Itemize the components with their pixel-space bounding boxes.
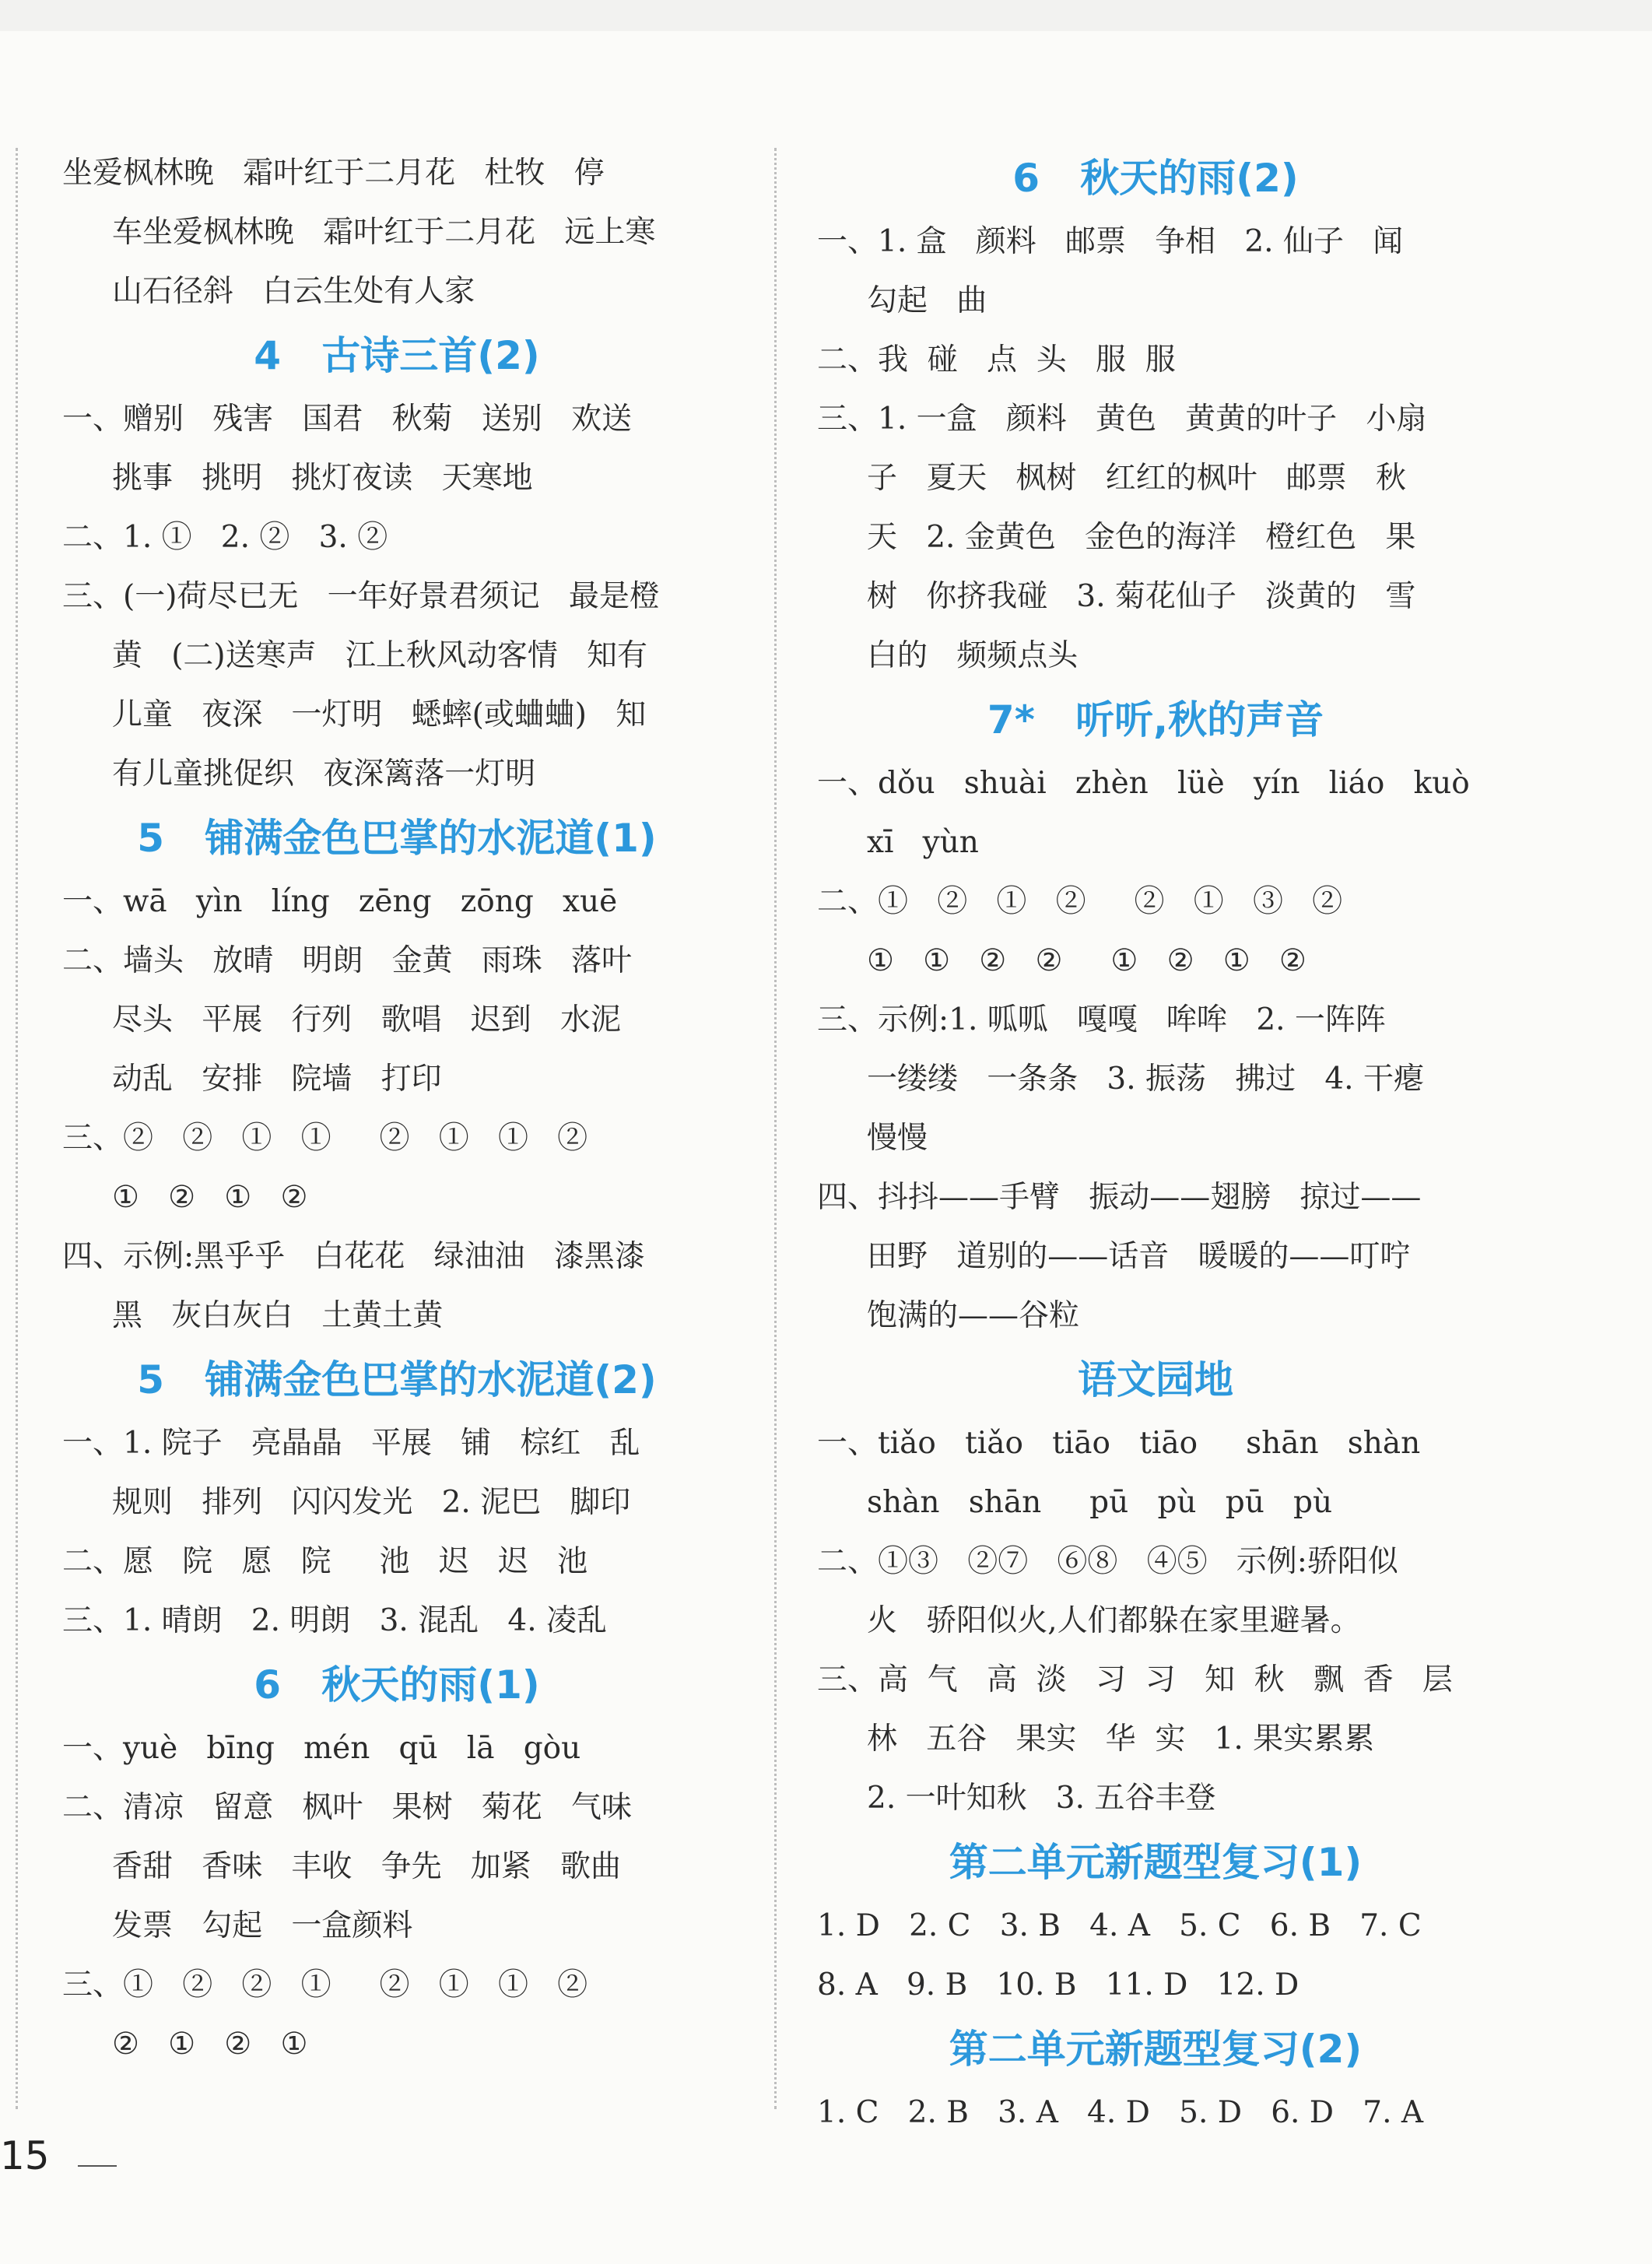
answer-line: 一缕缕 一条条 3. 振荡 拂过 4. 干瘪	[867, 1062, 1424, 1097]
answer-line: 1. C 2. B 3. A 4. D 5. D 6. D 7. A	[817, 2095, 1424, 2130]
section-heading: 5 铺满金色巴掌的水泥道(1)	[137, 816, 657, 861]
answer-line: 有儿童挑促织 夜深篱落一灯明	[112, 756, 536, 792]
answer-line: ② ① ② ①	[112, 2027, 308, 2062]
answer-line: 香甜 香味 丰收 争先 加紧 歌曲	[112, 1849, 621, 1884]
answer-line: 尽头 平展 行列 歌唱 迟到 水泥	[112, 1002, 621, 1037]
section-heading: 语文园地	[1078, 1357, 1233, 1402]
answer-line: 三、1. 晴朗 2. 明朗 3. 混乱 4. 凌乱	[62, 1603, 608, 1638]
answer-line: 一、1. 院子 亮晶晶 平展 铺 棕红 乱	[62, 1426, 640, 1461]
answer-line: 三、(一)荷尽已无 一年好景君须记 最是橙	[62, 579, 660, 614]
answer-line: 一、1. 盒 颜料 邮票 争相 2. 仙子 闻	[817, 224, 1404, 259]
answer-line: 勾起 曲	[867, 283, 987, 318]
answer-line: 三、1. 一盒 颜料 黄色 黄黄的叶子 小扇	[817, 402, 1427, 437]
answer-line: 四、示例:黑乎乎 白花花 绿油油 漆黑漆	[62, 1239, 645, 1274]
answer-line: 黄 (二)送寒声 江上秋风动客情 知有	[112, 638, 648, 673]
answer-line: 树 你挤我碰 3. 菊花仙子 淡黄的 雪	[867, 579, 1416, 614]
answer-line: 8. A 9. B 10. B 11. D 12. D	[817, 1967, 1300, 2002]
answer-line: 山石径斜 白云生处有人家	[112, 274, 475, 309]
answer-line: 一、dǒu shuài zhèn lüè yín liáo kuò	[817, 766, 1470, 801]
answer-line: 一、tiǎo tiǎo tiāo tiāo shān shàn	[817, 1426, 1421, 1461]
answer-line: 三、示例:1. 呱呱 嘎嘎 哞哞 2. 一阵阵	[817, 1002, 1386, 1037]
answer-line: 坐爱枫林晚 霜叶红于二月花 杜牧 停	[62, 156, 605, 191]
section-heading: 5 铺满金色巴掌的水泥道(2)	[137, 1357, 657, 1402]
section-heading: 7* 听听,秋的声音	[987, 697, 1324, 742]
answer-line: 二、愿 院 愿 院 池 迟 迟 池	[62, 1544, 588, 1579]
answer-line: 火 骄阳似火,人们都躲在家里避暑。	[867, 1603, 1361, 1638]
answer-line: 动乱 安排 院墙 打印	[112, 1062, 442, 1097]
answer-line: 林 五谷 果实 华 实 1. 果实累累	[867, 1722, 1375, 1757]
page-number-rule	[78, 2165, 117, 2167]
answer-line: 黑 灰白灰白 土黄土黄	[112, 1298, 444, 1333]
answer-line: 1. D 2. C 3. B 4. A 5. C 6. B 7. C	[817, 1908, 1422, 1943]
answer-line: xī yùn	[867, 825, 979, 860]
column-divider	[774, 148, 777, 2109]
answer-line: 2. 一叶知秋 3. 五谷丰登	[867, 1781, 1216, 1816]
left-answer-column	[62, 144, 731, 2074]
answer-line: 一、赠别 残害 国君 秋菊 送别 欢送	[62, 402, 632, 437]
section-heading: 6 秋天的雨(1)	[254, 1662, 540, 1708]
answer-line: 发票 勾起 一盒颜料	[112, 1908, 413, 1943]
section-heading: 4 古诗三首(2)	[254, 333, 540, 378]
scan-edge	[0, 0, 1652, 31]
answer-line: ① ① ② ② ① ② ① ②	[867, 943, 1307, 978]
answer-line: 一、yuè bīng mén qū lā gòu	[62, 1731, 581, 1766]
answer-line: 田野 道别的——话音 暖暖的——叮咛	[867, 1239, 1411, 1274]
answer-line: 二、①③ ②⑦ ⑥⑧ ④⑤ 示例:骄阳似	[817, 1544, 1398, 1579]
answer-line: 天 2. 金黄色 金色的海洋 橙红色 果	[867, 520, 1416, 555]
answer-line: 儿童 夜深 一灯明 蟋蟀(或蛐蛐) 知	[112, 697, 647, 732]
answer-line: 二、1. ① 2. ② 3. ②	[62, 520, 388, 555]
answer-line: 规则 排列 闪闪发光 2. 泥巴 脚印	[112, 1485, 631, 1520]
answer-line: 二、我 碰 点 头 服 服	[817, 342, 1176, 377]
answer-line: 挑事 挑明 挑灯夜读 天寒地	[112, 461, 533, 496]
answer-line: 饱满的——谷粒	[867, 1298, 1080, 1333]
section-heading: 第二单元新题型复习(2)	[949, 2027, 1363, 2072]
answer-line: shàn shān pū pù pū pù	[867, 1485, 1333, 1520]
section-heading: 6 秋天的雨(2)	[1012, 156, 1299, 201]
answer-line: 三、② ② ① ① ② ① ① ②	[62, 1121, 588, 1156]
answer-line: 白的 频频点头	[867, 638, 1079, 673]
answer-line: 慢慢	[867, 1121, 928, 1156]
margin-dotted-rule	[16, 148, 18, 2109]
answer-line: 二、① ② ① ② ② ① ③ ②	[817, 884, 1343, 919]
answer-line: 一、wā yìn líng zēng zōng xuē	[62, 884, 618, 919]
answer-line: 二、清凉 留意 枫叶 果树 菊花 气味	[62, 1790, 632, 1825]
answer-line: 三、① ② ② ① ② ① ① ②	[62, 1967, 588, 2002]
answer-line: 子 夏天 枫树 红红的枫叶 邮票 秋	[867, 461, 1406, 496]
answer-line: 四、抖抖——手臂 振动——翅膀 掠过——	[817, 1180, 1422, 1215]
answer-line: 三、高 气 高 淡 习 习 知 秋 飘 香 层	[817, 1662, 1453, 1697]
answer-line: ① ② ① ②	[112, 1180, 308, 1215]
right-answer-column	[817, 144, 1494, 2143]
answer-line: 二、墙头 放晴 明朗 金黄 雨珠 落叶	[62, 943, 632, 978]
section-heading: 第二单元新题型复习(1)	[949, 1840, 1363, 1885]
page-number: 15	[0, 2133, 50, 2178]
answer-line: 车坐爱枫林晚 霜叶红于二月花 远上寒	[112, 215, 656, 250]
